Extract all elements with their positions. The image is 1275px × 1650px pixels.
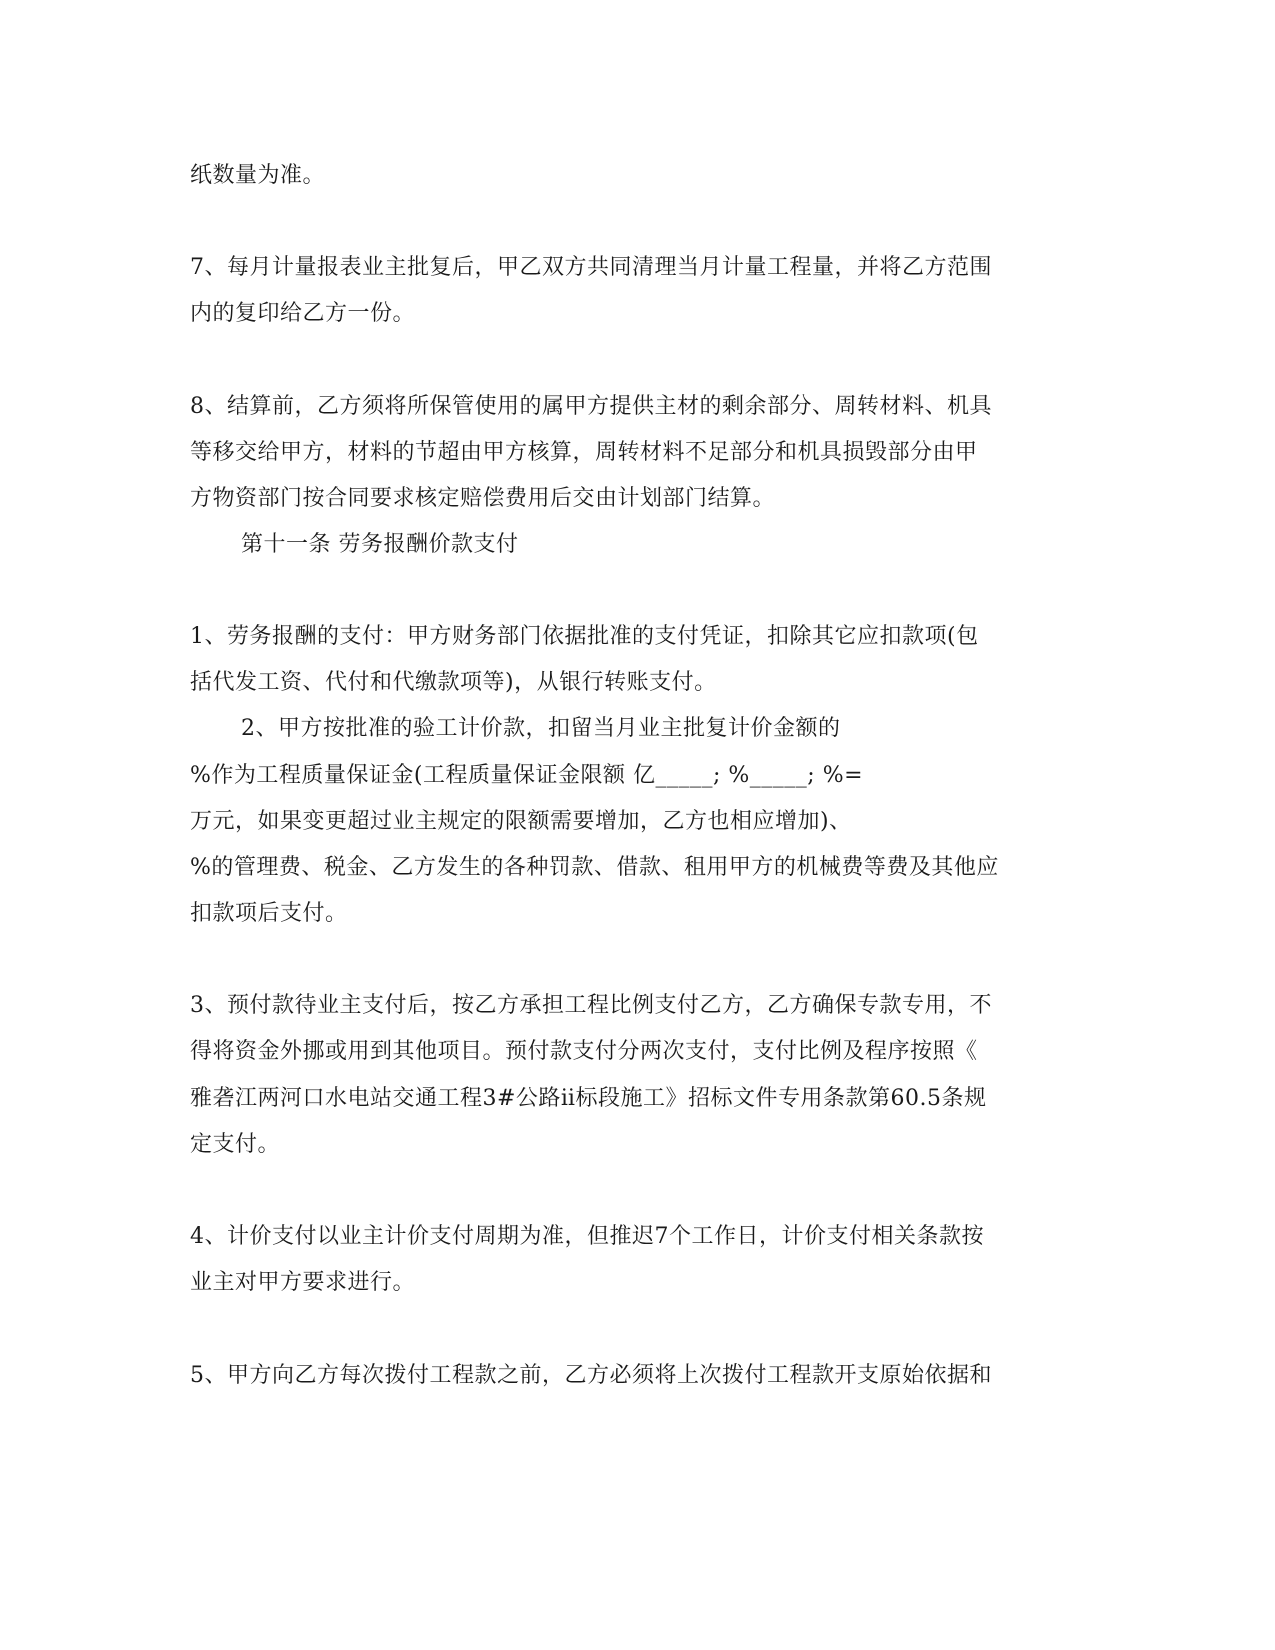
text-line: 5、甲方向乙方每次拨付工程款之前，乙方必须将上次拨付工程款开支原始依据和 [190,1363,992,1388]
text-line: 业主对甲方要求进行。 [190,1270,416,1295]
section-heading: 第十一条 劳务报酬价款支付 [241,532,519,557]
text-line: 2、甲方按批准的验工计价款，扣留当月业主批复计价金额的 [241,716,841,741]
text-line: 方物资部门按合同要求核定赔偿费用后交由计划部门结算。 [190,486,776,511]
text-line: 1、劳务报酬的支付：甲方财务部门依据批准的支付凭证，扣除其它应扣款项(包 [190,624,979,649]
text-line: 4、计价支付以业主计价支付周期为准，但推迟7个工作日，计价支付相关条款按 [190,1224,984,1249]
text-line: 内的复印给乙方一份。 [190,301,416,326]
text-line: 括代发工资、代付和代缴款项等)，从银行转账支付。 [190,670,717,695]
text-line: 定支付。 [190,1132,281,1157]
text-line: 7、每月计量报表业主批复后，甲乙双方共同清理当月计量工程量，并将乙方范围 [190,255,992,280]
text-line: 纸数量为准。 [190,163,326,188]
text-line: 得将资金外挪或用到其他项目。预付款支付分两次支付，支付比例及程序按照《 [190,1039,978,1064]
text-line: 8、结算前，乙方须将所保管使用的属甲方提供主材的剩余部分、周转材料、机具 [190,394,992,419]
text-line: 扣款项后支付。 [190,901,348,926]
text-line: 万元，如果变更超过业主规定的限额需要增加，乙方也相应增加)、 [190,809,852,834]
text-line: %的管理费、税金、乙方发生的各种罚款、借款、租用甲方的机械费等费及其他应 [190,855,999,880]
text-line: %作为工程质量保证金(工程质量保证金限额 亿_____; %_____; %= [190,763,864,788]
text-line: 等移交给甲方，材料的节超由甲方核算，周转材料不足部分和机具损毁部分由甲 [190,440,978,465]
text-line: 雅砻江两河口水电站交通工程3#公路ⅱ标段施工》招标文件专用条款第60.5条规 [190,1086,987,1111]
text-line: 3、预付款待业主支付后，按乙方承担工程比例支付乙方，乙方确保专款专用，不 [190,993,992,1018]
